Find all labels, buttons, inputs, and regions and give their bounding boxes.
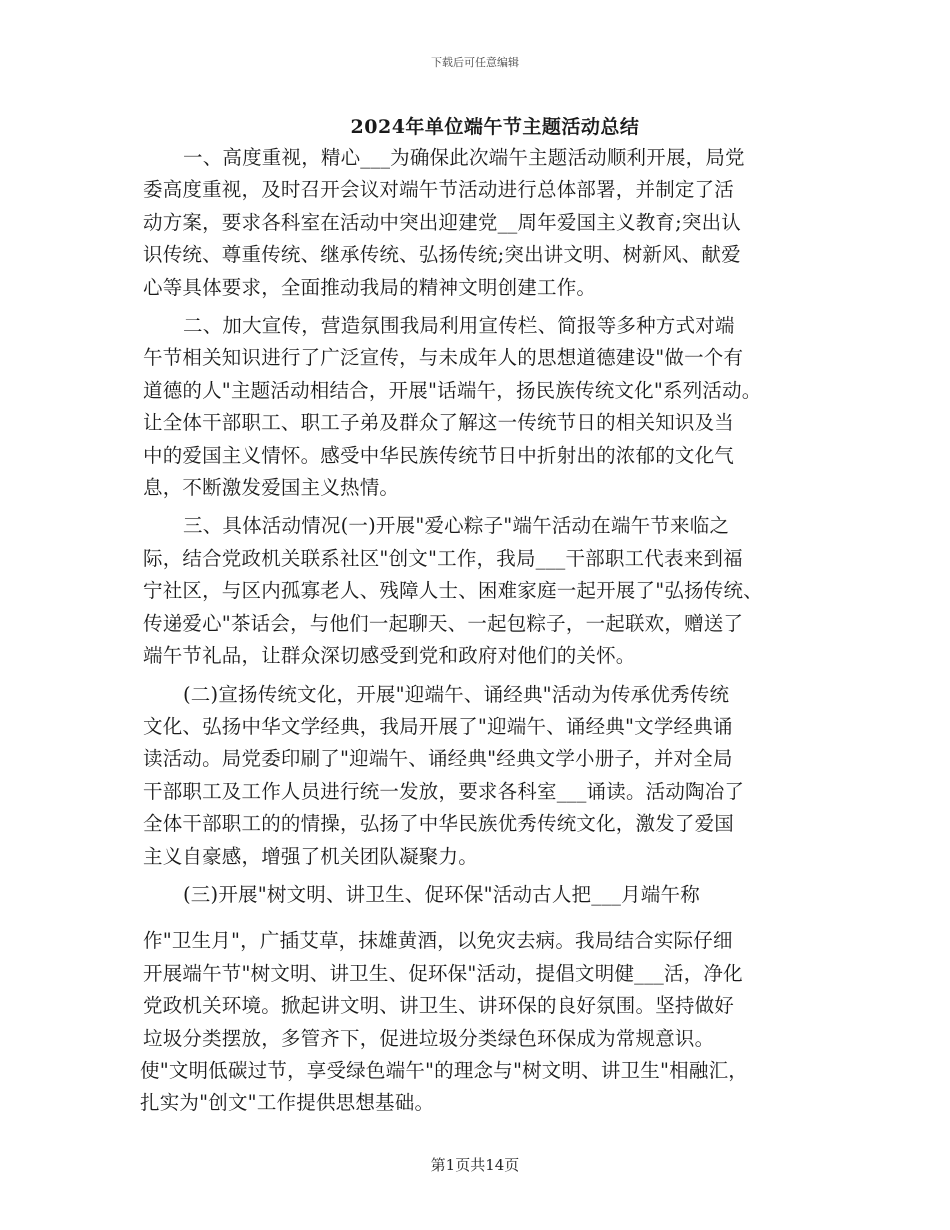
paragraph-line: 干部职工及工作人员进行统一发放，要求各科室___诵读。活动陶冶了: [143, 779, 745, 803]
paragraph-line: 道德的人"主题活动相结合，开展"话端午，扬民族传统文化"系列活动。: [143, 378, 762, 402]
paragraph-line: 让全体干部职工、职工子弟及群众了解这一传统节日的相关知识及当: [143, 411, 735, 435]
paragraph-line: 端午节礼品，让群众深切感受到党和政府对他们的关怀。: [143, 644, 636, 668]
paragraph-line: 中的爱国主义情怀。感受中华民族传统节日中折射出的浓郁的文化气: [143, 443, 735, 467]
paragraph-line: 宁社区，与区内孤寡老人、残障人士、困难家庭一起开展了"弘扬传统、: [143, 579, 763, 603]
paragraph-line: 作"卫生月"，广插艾草，抹雄黄酒，以免灾去病。我局结合实际仔细: [143, 929, 733, 953]
paragraph-line: 一、高度重视，精心___为确保此次端午主题活动顺利开展，局党: [183, 146, 745, 169]
paragraph-line: 委高度重视，及时召开会议对端午节活动进行总体部署，并制定了活: [143, 178, 735, 202]
paragraph-line: 读活动。局党委印刷了"迎端午、诵经典"经典文学小册子，并对全局: [143, 747, 733, 771]
page-number-footer: 第1页共14页: [430, 1156, 520, 1174]
paragraph-line: (二)宣扬传统文化，开展"迎端午、诵经典"活动为传承优秀传统: [183, 682, 730, 706]
paragraph-line: 心等具体要求，全面推动我局的精神文明创建工作。: [143, 275, 597, 299]
paragraph-line: 全体干部职工的的情操，弘扬了中华民族优秀传统文化，激发了爱国: [143, 812, 735, 836]
paragraph-line: 使"文明低碳过节，享受绿色端午"的理念与"树文明、讲卫生"相融汇，: [140, 1058, 748, 1082]
page-title: 2024年单位端午节主题活动总结: [350, 116, 640, 138]
paragraph-line: (三)开展"树文明、讲卫生、促环保"活动古人把___月端午称: [183, 882, 700, 906]
paragraph-line: 主义自豪感，增强了机关团队凝聚力。: [143, 844, 478, 868]
paragraph-line: 二、加大宣传，营造氛围我局利用宣传栏、简报等多种方式对端: [183, 314, 735, 338]
paragraph-line: 垃圾分类摆放，多管齐下，促进垃圾分类绿色环保成为常规意识。: [143, 1026, 715, 1050]
paragraph-line: 三、具体活动情况(一)开展"爱心粽子"端午活动在端午节来临之: [183, 514, 730, 538]
document-body: [140, 142, 810, 1120]
paragraph-line: 传递爱心"茶话会，与他们一起聊天、一起包粽子，一起联欢，赠送了: [143, 611, 744, 635]
paragraph-line: 动方案，要求各科室在活动中突出迎建党__周年爱国主义教育;突出认: [143, 210, 741, 234]
paragraph-line: 文化、弘扬中华文学经典，我局开展了"迎端午、诵经典"文学经典诵: [143, 714, 733, 738]
paragraph-line: 扎实为"创文"工作提供思想基础。: [140, 1091, 435, 1115]
paragraph-line: 午节相关知识进行了广泛宣传，与未成年人的思想道德建设"做一个有: [143, 346, 744, 370]
paragraph-line: 际，结合党政机关联系社区"创文"工作，我局___干部职工代表来到福: [143, 546, 743, 570]
paragraph-line: 息，不断激发爱国主义热情。: [143, 476, 400, 500]
paragraph-line: 识传统、尊重传统、继承传统、弘扬传统;突出讲文明、树新风、献爱: [143, 243, 741, 267]
paragraph-line: 党政机关环境。掀起讲文明、讲卫生、讲环保的良好氛围。坚持做好: [143, 994, 735, 1018]
header-note: 下载后可任意编辑: [431, 56, 519, 69]
paragraph-line: 开展端午节"树文明、讲卫生、促环保"活动，提倡文明健___活，净化: [143, 961, 743, 985]
